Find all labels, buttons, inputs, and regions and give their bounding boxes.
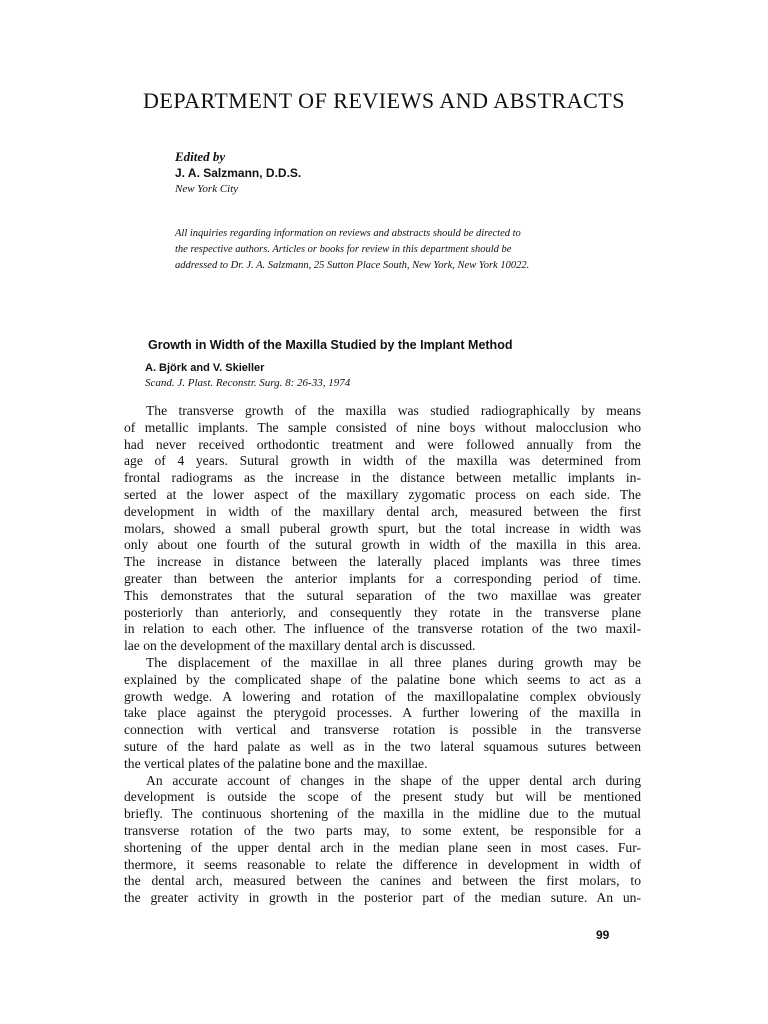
body-line: the dental arch, measured between the canines and between the first molars, to [124,873,641,889]
body-line: serted at the lower aspect of the maxillary zygomatic process on each side. The [124,486,641,502]
body-line: thermore, it seems reasonable to relate the difference in development in width of [124,856,641,872]
body-line: had never received orthodontic treatment and were followed annually from the [124,436,641,452]
body-line: molars, showed a small puberal growth spurt, but the total increase in width was [124,520,641,536]
edited-by-label: Edited by [175,149,226,164]
body-line: explained by the complicated shape of the palatine bone which seems to act as a [124,671,641,687]
notice-line: the respective authors. Articles or books for review in this department should be [175,244,512,255]
notice-line: All inquiries regarding information on reviews and abstracts should be directed to [175,228,521,239]
body-line: briefly. The continuous shortening of the maxilla in the midline due to the mutual [124,806,641,822]
body-line: take place against the pterygoid processes. A further lowering of the maxilla in [124,705,641,721]
body-line: only about one fourth of the sutural growth in width of the maxilla in this area. [124,537,641,553]
editor-name: J. A. Salzmann, D.D.S. [175,166,302,180]
body-line: The increase in distance between the laterally placed implants was three times [124,554,641,570]
body-line: transverse rotation of the two parts may, to some extent, be responsible for a [124,822,641,838]
body-line: the greater activity in growth in the posterior part of the median suture. An un- [124,890,641,906]
page-number: 99 [596,928,610,942]
body-line: age of 4 years. Sutural growth in width of the maxilla was determined from [124,453,641,469]
body-line: posteriorly than anteriorly, and consequently they rotate in the transverse plane [124,604,641,620]
body-line: The transverse growth of the maxilla was studied radiographically by means [146,403,641,418]
article-authors: A. Björk and V. Skieller [145,362,265,374]
inquiry-notice [175,226,645,274]
body-line: development in width of the maxillary dental arch, measured between the first [124,503,641,519]
body-line: development is outside the scope of the present study but will be mentioned [124,789,641,805]
article-title: Growth in Width of the Maxilla Studied by the Implant Method [148,338,513,352]
article-citation: Scand. J. Plast. Reconstr. Surg. 8: 26-33, 1974 [145,377,351,389]
body-line: The displacement of the maxillae in all three planes during growth may be [146,654,641,670]
body-line: suture of the hard palate as well as in the two lateral squamous sutures between [124,738,641,754]
body-line: This demonstrates that the sutural separation of the two maxillae was greater [124,587,641,603]
body-line: growth wedge. A lowering and rotation of the maxillopalatine complex obviously [124,688,641,704]
body-line: greater than between the anterior implants for a corresponding period of time. [124,570,641,586]
body-line: frontal radiograms as the increase in the distance between metallic implants in- [124,470,641,486]
body-line: connection with vertical and transverse rotation is possible in the transverse [124,722,641,738]
body-line: of metallic implants. The sample consisted of nine boys without malocclusion who [124,419,641,435]
notice-line: addressed to Dr. J. A. Salzmann, 25 Sutton Place South, New York, New York 10022. [175,260,530,271]
body-line: in relation to each other. The influence of the transverse rotation of the two maxil- [124,621,641,637]
abstract-body [124,403,641,907]
body-line: lae on the development of the maxillary dental arch is discussed. [124,638,476,654]
body-line: the vertical plates of the palatine bone and the maxillae. [124,755,428,771]
editor-city: New York City [175,183,239,195]
department-title: DEPARTMENT OF REVIEWS AND ABSTRACTS [143,88,625,113]
body-line: An accurate account of changes in the shape of the upper dental arch during [146,772,641,788]
editor-block [175,148,301,197]
body-line: shortening of the upper dental arch in the median plane seen in most cases. Fur- [124,839,641,855]
